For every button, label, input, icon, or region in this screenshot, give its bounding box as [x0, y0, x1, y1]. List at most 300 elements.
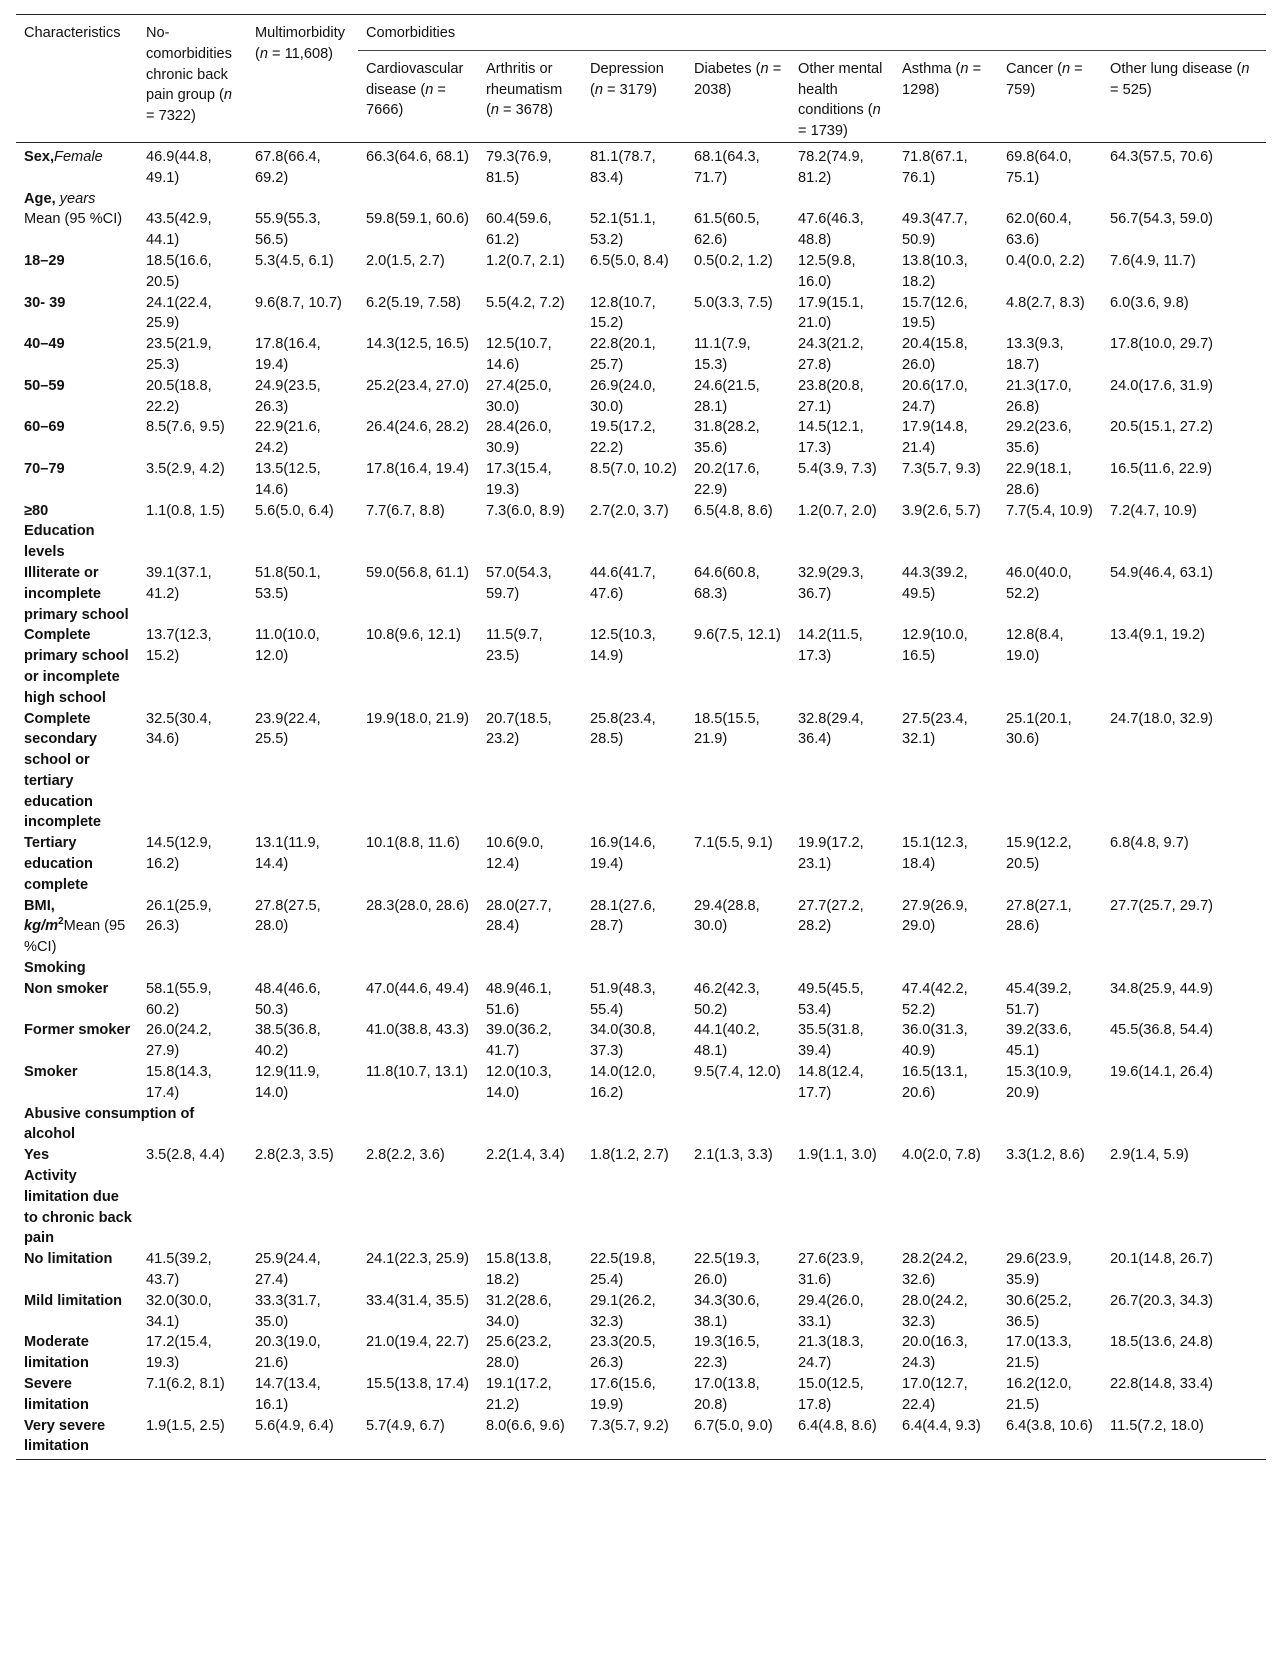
table-cell: 19.9(17.2, 23.1) [798, 835, 864, 873]
table-row [16, 142, 1266, 188]
table-cell: 11.0(10.0, 12.0) [255, 627, 320, 665]
table-cell: 26.0(24.2, 27.9) [146, 1022, 212, 1060]
table-cell: 14.0(12.0, 16.2) [590, 1064, 656, 1101]
table-cell [790, 1166, 894, 1249]
table-cell: 12.8(10.7, 15.2) [590, 294, 656, 332]
table-cell: 64.3(57.5, 70.6) [1110, 148, 1214, 165]
table-cell: 22.9(18.1, 28.6) [1006, 460, 1072, 498]
table-cell: 68.1(64.3, 71.7) [694, 148, 760, 186]
table-cell: 24.6(21.5, 28.1) [694, 377, 760, 415]
table-cell [138, 1166, 247, 1249]
table-row [16, 958, 1266, 979]
table-cell [478, 521, 582, 563]
table-cell: 11.1(7.9, 15.3) [694, 336, 751, 373]
row-label: Smoker [24, 1064, 78, 1081]
table-cell: 30.6(25.2, 36.5) [1006, 1292, 1072, 1330]
table-cell: 78.2(74.9, 81.2) [798, 148, 864, 186]
table-cell [790, 958, 894, 979]
table-cell: 14.8(12.4, 17.7) [798, 1064, 864, 1101]
table-cell: 29.4(28.8, 30.0) [694, 897, 760, 935]
table-cell: 23.9(22.4, 25.5) [255, 710, 321, 748]
table-cell: 33.3(31.7, 35.0) [255, 1292, 321, 1330]
row-label: ≥80 [24, 502, 49, 519]
table-cell [582, 958, 686, 979]
table-cell: 15.8(14.3, 17.4) [146, 1064, 212, 1101]
table-cell: 6.5(4.8, 8.6) [694, 502, 773, 519]
table-cell: 2.0(1.5, 2.7) [366, 252, 445, 269]
table-cell: 49.3(47.7, 50.9) [902, 211, 968, 249]
table-cell: 14.3(12.5, 16.5) [366, 336, 470, 353]
table-cell: 55.9(55.3, 56.5) [255, 211, 321, 249]
table-cell: 20.5(15.1, 27.2) [1110, 419, 1214, 436]
table-cell: 21.3(18.3, 24.7) [798, 1334, 864, 1372]
table-cell [790, 189, 894, 210]
table-cell: 16.5(11.6, 22.9) [1110, 460, 1212, 477]
table-header [16, 15, 1266, 143]
table-cell: 26.7(20.3, 34.3) [1110, 1292, 1214, 1309]
table-cell: 1.1(0.8, 1.5) [146, 502, 225, 519]
table-cell: 1.9(1.1, 3.0) [798, 1147, 877, 1164]
table-cell: 44.6(41.7, 47.6) [590, 564, 656, 602]
table-cell: 64.6(60.8, 68.3) [694, 564, 760, 602]
table-cell: 19.5(17.2, 22.2) [590, 419, 656, 457]
header-other-lung: Other lung disease (n = 525) [1102, 50, 1266, 142]
table-cell: 57.0(54.3, 59.7) [486, 564, 552, 602]
table-cell: 8.5(7.0, 10.2) [590, 460, 677, 477]
row-label: Tertiary education complete [24, 835, 93, 893]
table-cell: 0.4(0.0, 2.2) [1006, 252, 1085, 269]
table-row [16, 1166, 1266, 1249]
table-cell: 1.2(0.7, 2.0) [798, 502, 877, 519]
empty-cell [247, 1104, 1266, 1146]
table-cell: 4.0(2.0, 7.8) [902, 1147, 981, 1164]
table-cell: 5.3(4.5, 6.1) [255, 252, 334, 269]
table-cell [478, 189, 582, 210]
table-cell: 19.9(18.0, 21.9) [366, 710, 470, 727]
table-cell: 17.9(14.8, 21.4) [902, 419, 968, 457]
table-cell: 22.8(14.8, 33.4) [1110, 1376, 1214, 1392]
table-cell: 49.5(45.5, 53.4) [798, 980, 864, 1018]
header-asthma: Asthma (n = 1298) [894, 50, 998, 142]
table-cell: 27.6(23.9, 31.6) [798, 1251, 864, 1289]
table-cell: 24.9(23.5, 26.3) [255, 377, 321, 415]
table-cell: 66.3(64.6, 68.1) [366, 148, 470, 165]
header-other-mental: Other mental health conditions (n = 1739) [790, 50, 894, 142]
table-cell [998, 958, 1102, 979]
table-cell: 46.9(44.8, 49.1) [146, 148, 212, 186]
table-cell [686, 189, 790, 210]
table-cell: 17.2(15.4, 19.3) [146, 1334, 212, 1372]
table-cell: 17.6(15.6, 19.9) [590, 1376, 656, 1413]
table-cell: 34.8(25.9, 44.9) [1110, 980, 1214, 997]
table-cell: 48.9(46.1, 51.6) [486, 980, 552, 1018]
row-label: No limitation [24, 1251, 113, 1268]
table-cell: 17.0(13.3, 21.5) [1006, 1334, 1072, 1372]
table-cell [358, 1166, 478, 1249]
row-label: Complete secondary school or tertiary education incomplete [24, 710, 102, 831]
table-cell: 59.0(56.8, 61.1) [366, 564, 470, 581]
row-label: Smoking [24, 960, 86, 977]
row-label: 60–69 [24, 419, 65, 436]
table-cell: 45.5(36.8, 54.4) [1110, 1022, 1214, 1039]
table-cell: 25.9(24.4, 27.4) [255, 1251, 321, 1289]
header-depression: Depression (n = 3179) [582, 50, 686, 142]
table-cell: 19.1(17.2, 21.2) [486, 1376, 552, 1413]
table-cell: 32.9(29.3, 36.7) [798, 564, 864, 602]
table-cell: 35.5(31.8, 39.4) [798, 1022, 864, 1060]
table-cell: 39.0(36.2, 41.7) [486, 1022, 552, 1060]
table-cell: 20.7(18.5, 23.2) [486, 710, 552, 748]
table-cell: 58.1(55.9, 60.2) [146, 980, 212, 1018]
table-cell [894, 958, 998, 979]
table-cell: 39.1(37.1, 41.2) [146, 564, 212, 602]
row-label: Education levels [24, 523, 95, 561]
table-cell [1102, 1166, 1266, 1249]
table-cell: 26.9(24.0, 30.0) [590, 377, 656, 415]
table-cell: 5.0(3.3, 7.5) [694, 294, 773, 311]
row-label: 18–29 [24, 252, 65, 269]
table-cell: 9.6(7.5, 12.1) [694, 627, 781, 644]
table-cell: 7.3(5.7, 9.2) [582, 1416, 686, 1460]
table-row [16, 209, 1266, 251]
table-cell: 12.0(10.3, 14.0) [486, 1064, 552, 1101]
table-cell: 21.3(17.0, 26.8) [1006, 377, 1072, 415]
table-cell: 6.7(5.0, 9.0) [686, 1416, 790, 1460]
header-comorbidities: Comorbidities [358, 15, 1266, 51]
table-cell: 45.4(39.2, 51.7) [1006, 980, 1072, 1018]
table-cell: 7.7(6.7, 8.8) [366, 502, 445, 519]
table-cell [247, 521, 358, 563]
table-cell: 3.9(2.6, 5.7) [902, 502, 981, 519]
table-cell: 17.8(16.4, 19.4) [366, 460, 470, 477]
row-label: Former smoker [24, 1022, 131, 1039]
table-cell: 31.2(28.6, 34.0) [486, 1292, 552, 1330]
row-label: Complete primary school or incomplete high school [24, 627, 129, 706]
table-cell [247, 958, 358, 979]
table-cell: 12.9(11.9, 14.0) [255, 1064, 320, 1101]
table-cell: 47.0(44.6, 49.4) [366, 980, 470, 997]
header-cancer: Cancer (n = 759) [998, 50, 1102, 142]
row-label: Illiterate or incomplete primary school [24, 564, 129, 623]
table-cell: 6.4(3.8, 10.6) [998, 1416, 1102, 1460]
table-cell: 20.2(17.6, 22.9) [694, 460, 760, 498]
table-cell [478, 1166, 582, 1249]
table-cell: 23.8(20.8, 27.1) [798, 377, 864, 415]
table-body [16, 142, 1266, 1459]
header-characteristics: Characteristics [16, 15, 138, 143]
table-cell: 32.8(29.4, 36.4) [798, 710, 864, 748]
table-cell: 47.6(46.3, 48.8) [798, 211, 864, 249]
table-cell: 12.9(10.0, 16.5) [902, 627, 968, 665]
table-row [16, 1020, 1266, 1062]
table-cell: 28.1(27.6, 28.7) [590, 897, 656, 935]
table-cell [790, 521, 894, 563]
table-cell [894, 521, 998, 563]
table-cell: 52.1(51.1, 53.2) [590, 211, 656, 249]
table-cell: 27.7(25.7, 29.7) [1110, 897, 1214, 914]
table-cell: 62.0(60.4, 63.6) [1006, 211, 1072, 249]
table-cell: 5.5(4.2, 7.2) [486, 294, 565, 311]
table-cell: 2.8(2.3, 3.5) [255, 1147, 334, 1164]
table-cell: 17.3(15.4, 19.3) [486, 460, 552, 498]
table-cell: 22.5(19.8, 25.4) [590, 1251, 656, 1289]
table-cell: 2.9(1.4, 5.9) [1110, 1147, 1189, 1164]
table-cell: 60.4(59.6, 61.2) [486, 211, 552, 249]
table-cell: 28.4(26.0, 30.9) [486, 419, 552, 457]
row-label: 40–49 [24, 336, 65, 353]
table-cell: 27.9(26.9, 29.0) [902, 897, 968, 935]
table-row [16, 459, 1266, 501]
row-label: 50–59 [24, 377, 65, 394]
table-cell: 29.6(23.9, 35.9) [1006, 1251, 1072, 1289]
table-cell: 20.6(17.0, 24.7) [902, 377, 968, 415]
table-cell: 29.1(26.2, 32.3) [590, 1292, 656, 1330]
table-cell: 20.3(19.0, 21.6) [255, 1334, 321, 1372]
table-cell: 22.8(20.1, 25.7) [590, 336, 656, 373]
table-cell: 18.5(15.5, 21.9) [694, 710, 760, 748]
table-cell: 15.0(12.5, 17.8) [798, 1376, 864, 1413]
table-cell: 22.9(21.6, 24.2) [255, 419, 321, 457]
table-cell: 15.5(13.8, 17.4) [366, 1376, 470, 1392]
table-cell: 28.2(24.2, 32.6) [902, 1251, 968, 1289]
table-row [16, 1104, 1266, 1146]
table-cell: 1.9(1.5, 2.5) [138, 1416, 247, 1460]
table-cell: 54.9(46.4, 63.1) [1110, 564, 1214, 581]
table-cell: 36.0(31.3, 40.9) [902, 1022, 968, 1060]
table-row [16, 896, 1266, 958]
table-cell: 81.1(78.7, 83.4) [590, 148, 656, 186]
table-row [16, 1249, 1266, 1291]
table-cell: 23.5(21.9, 25.3) [146, 336, 212, 373]
table-cell [582, 1166, 686, 1249]
table-cell [358, 521, 478, 563]
header-cardiovascular: Cardiovascular disease (n = 7666) [358, 50, 478, 142]
table-cell [686, 1166, 790, 1249]
table-cell: 5.6(4.9, 6.4) [247, 1416, 358, 1460]
table-cell: 20.5(18.8, 22.2) [146, 377, 212, 415]
table-cell: 17.0(13.8, 20.8) [694, 1376, 760, 1413]
table-cell: 18.5(13.6, 24.8) [1110, 1334, 1214, 1351]
table-cell: 17.0(12.7, 22.4) [902, 1376, 968, 1413]
table-row [16, 625, 1266, 708]
table-row [16, 1374, 1266, 1416]
table-row [16, 417, 1266, 459]
table-cell [894, 1166, 998, 1249]
table-cell: 6.4(4.8, 8.6) [790, 1416, 894, 1460]
table-cell: 7.6(4.9, 11.7) [1110, 252, 1196, 269]
table-cell: 12.5(9.8, 16.0) [798, 252, 856, 290]
table-cell: 6.4(4.4, 9.3) [894, 1416, 998, 1460]
table-cell: 51.9(48.3, 55.4) [590, 980, 656, 1018]
table-cell [138, 189, 247, 210]
table-row [16, 293, 1266, 335]
table-cell: 38.5(36.8, 40.2) [255, 1022, 321, 1060]
row-label: Activity limitation due to chronic back pain [24, 1168, 132, 1247]
table-cell: 41.5(39.2, 43.7) [146, 1251, 212, 1289]
table-cell: 29.4(26.0, 33.1) [798, 1292, 864, 1330]
table-cell: 14.5(12.9, 16.2) [146, 835, 212, 873]
table-cell [686, 521, 790, 563]
table-cell: 20.1(14.8, 26.7) [1110, 1251, 1214, 1268]
row-label: Severe limitation [24, 1376, 89, 1413]
table-cell: 14.5(12.1, 17.3) [798, 419, 864, 457]
table-cell: 24.3(21.2, 27.8) [798, 336, 864, 373]
table-cell: 41.0(38.8, 43.3) [366, 1022, 470, 1039]
header-arthritis: Arthritis or rheumatism (n = 3678) [478, 50, 582, 142]
table-cell [358, 189, 478, 210]
table-row [16, 833, 1266, 895]
table-cell: 16.5(13.1, 20.6) [902, 1064, 968, 1101]
table-cell: 44.1(40.2, 48.1) [694, 1022, 760, 1060]
table-cell: 46.2(42.3, 50.2) [694, 980, 760, 1018]
row-label: Moderate limitation [24, 1334, 89, 1372]
table-cell: 33.4(31.4, 35.5) [366, 1292, 470, 1309]
table-row [16, 1062, 1266, 1104]
table-row [16, 1145, 1266, 1166]
table-cell: 12.8(8.4, 19.0) [1006, 627, 1064, 665]
table-cell: 11.5(7.2, 18.0) [1102, 1416, 1266, 1460]
table-row [16, 709, 1266, 834]
table-cell: 20.4(15.8, 26.0) [902, 336, 968, 373]
table-cell: 18.5(16.6, 20.5) [146, 252, 212, 290]
table-cell: 3.5(2.8, 4.4) [146, 1147, 225, 1164]
table-cell: 13.7(12.3, 15.2) [146, 627, 212, 665]
table-cell: 6.0(3.6, 9.8) [1110, 294, 1189, 311]
table-cell: 27.7(27.2, 28.2) [798, 897, 864, 935]
table-cell: 6.8(4.8, 9.7) [1110, 835, 1189, 852]
table-cell: 0.5(0.2, 1.2) [694, 252, 773, 269]
table-cell: 29.2(23.6, 35.6) [1006, 419, 1072, 457]
table-cell: 71.8(67.1, 76.1) [902, 148, 968, 186]
table-cell [1102, 958, 1266, 979]
table-cell: 13.5(12.5, 14.6) [255, 460, 321, 498]
table-cell [998, 189, 1102, 210]
table-cell: 13.3(9.3, 18.7) [1006, 336, 1064, 373]
table-cell: 24.0(17.6, 31.9) [1110, 377, 1214, 394]
header-no-comorbidities: No-comorbidities chronic back pain group (n = 7322) [138, 15, 247, 143]
table-cell: 69.8(64.0, 75.1) [1006, 148, 1072, 186]
table-cell: 27.5(23.4, 32.1) [902, 710, 968, 748]
table-cell [247, 189, 358, 210]
table-cell: 17.9(15.1, 21.0) [798, 294, 864, 332]
table-cell: 8.5(7.6, 9.5) [146, 419, 225, 436]
table-cell [582, 189, 686, 210]
row-label: Mild limitation [24, 1292, 123, 1309]
table-row [16, 1291, 1266, 1333]
table-cell: 11.8(10.7, 13.1) [366, 1064, 468, 1081]
table-cell [1102, 521, 1266, 563]
table-cell: 23.3(20.5, 26.3) [590, 1334, 656, 1372]
table-cell: 14.7(13.4, 16.1) [255, 1376, 321, 1413]
table-cell: 13.8(10.3, 18.2) [902, 252, 968, 290]
table-cell: 28.0(27.7, 28.4) [486, 897, 552, 935]
table-cell: 2.1(1.3, 3.3) [694, 1147, 773, 1164]
table-cell: 27.4(25.0, 30.0) [486, 377, 552, 415]
table-cell: 26.4(24.6, 28.2) [366, 419, 470, 436]
table-cell: 2.8(2.2, 3.6) [366, 1147, 445, 1164]
table-cell: 15.9(12.2, 20.5) [1006, 835, 1072, 873]
table-cell [478, 958, 582, 979]
table-cell: 25.8(23.4, 28.5) [590, 710, 656, 748]
table-cell: 5.4(3.9, 7.3) [798, 460, 877, 477]
table-cell: 51.8(50.1, 53.5) [255, 564, 321, 602]
table-cell: 15.7(12.6, 19.5) [902, 294, 968, 332]
table-cell [247, 1166, 358, 1249]
table-cell [998, 1166, 1102, 1249]
table-cell: 27.8(27.5, 28.0) [255, 897, 321, 935]
table-cell: 20.0(16.3, 24.3) [902, 1334, 968, 1372]
table-cell: 19.6(14.1, 26.4) [1110, 1064, 1214, 1081]
table-container [16, 14, 1266, 1460]
table-cell: 17.8(16.4, 19.4) [255, 336, 321, 373]
table-cell: 24.1(22.4, 25.9) [146, 294, 212, 332]
row-label: Very severe limitation [16, 1416, 138, 1460]
row-label: Age, years [24, 190, 96, 207]
table-cell: 24.7(18.0, 32.9) [1110, 710, 1214, 727]
table-cell: 43.5(42.9, 44.1) [146, 211, 212, 249]
table-cell: 34.3(30.6, 38.1) [694, 1292, 760, 1330]
table-cell: 2.2(1.4, 3.4) [486, 1147, 565, 1164]
table-cell [998, 521, 1102, 563]
table-row [16, 1332, 1266, 1374]
table-cell: 15.8(13.8, 18.2) [486, 1251, 552, 1289]
table-cell [894, 189, 998, 210]
table-cell: 1.2(0.7, 2.1) [486, 252, 565, 269]
row-label: Mean (95 %CI) [24, 211, 123, 228]
table-cell: 32.0(30.0, 34.1) [146, 1292, 212, 1330]
table-cell: 44.3(39.2, 49.5) [902, 564, 968, 602]
table-cell: 7.3(5.7, 9.3) [902, 460, 981, 477]
row-label: Abusive consumption of alcohol [24, 1105, 195, 1143]
table-row [16, 521, 1266, 563]
row-label: BMI, $kg/m^2Mean$ (95 %CI) [24, 897, 126, 956]
table-cell: 56.7(54.3, 59.0) [1110, 211, 1214, 228]
row-label: Sex,Female [24, 148, 103, 165]
table-cell: 27.8(27.1, 28.6) [1006, 897, 1072, 935]
table-cell: 26.1(25.9, 26.3) [146, 897, 212, 935]
table-cell: 7.3(6.0, 8.9) [486, 502, 565, 519]
table-cell: 25.1(20.1, 30.6) [1006, 710, 1072, 748]
table-cell: 48.4(46.6, 50.3) [255, 980, 321, 1018]
table-row [16, 563, 1266, 625]
table-cell: 15.3(10.9, 20.9) [1006, 1064, 1072, 1101]
table-cell: 16.2(12.0, 21.5) [1006, 1376, 1072, 1413]
header-multimorbidity: Multimorbidity (n = 11,608) [247, 15, 358, 143]
table-cell: 47.4(42.2, 52.2) [902, 980, 968, 1018]
table-cell: 7.2(4.7, 10.9) [1110, 502, 1197, 519]
table-cell: 13.4(9.1, 19.2) [1110, 627, 1205, 644]
table-cell [582, 521, 686, 563]
table-cell: 4.8(2.7, 8.3) [1006, 294, 1085, 311]
row-label: 70–79 [24, 460, 65, 477]
table-cell: 79.3(76.9, 81.5) [486, 148, 552, 186]
row-label: Non smoker [24, 980, 109, 997]
table-cell: 14.2(11.5, 17.3) [798, 627, 863, 665]
table-cell [138, 521, 247, 563]
table-cell [1102, 189, 1266, 210]
table-cell: 34.0(30.8, 37.3) [590, 1022, 656, 1060]
table-row [16, 334, 1266, 376]
row-label: Yes [24, 1147, 50, 1164]
table-cell: 3.5(2.9, 4.2) [146, 460, 225, 477]
table-cell [358, 958, 478, 979]
table-cell: 10.1(8.8, 11.6) [366, 835, 460, 852]
table-cell: 7.7(5.4, 10.9) [1006, 502, 1093, 519]
table-cell: 25.6(23.2, 28.0) [486, 1334, 552, 1372]
table-cell: 13.1(11.9, 14.4) [255, 835, 320, 873]
table-cell: 31.8(28.2, 35.6) [694, 419, 760, 457]
table-cell: 8.0(6.6, 9.6) [478, 1416, 582, 1460]
